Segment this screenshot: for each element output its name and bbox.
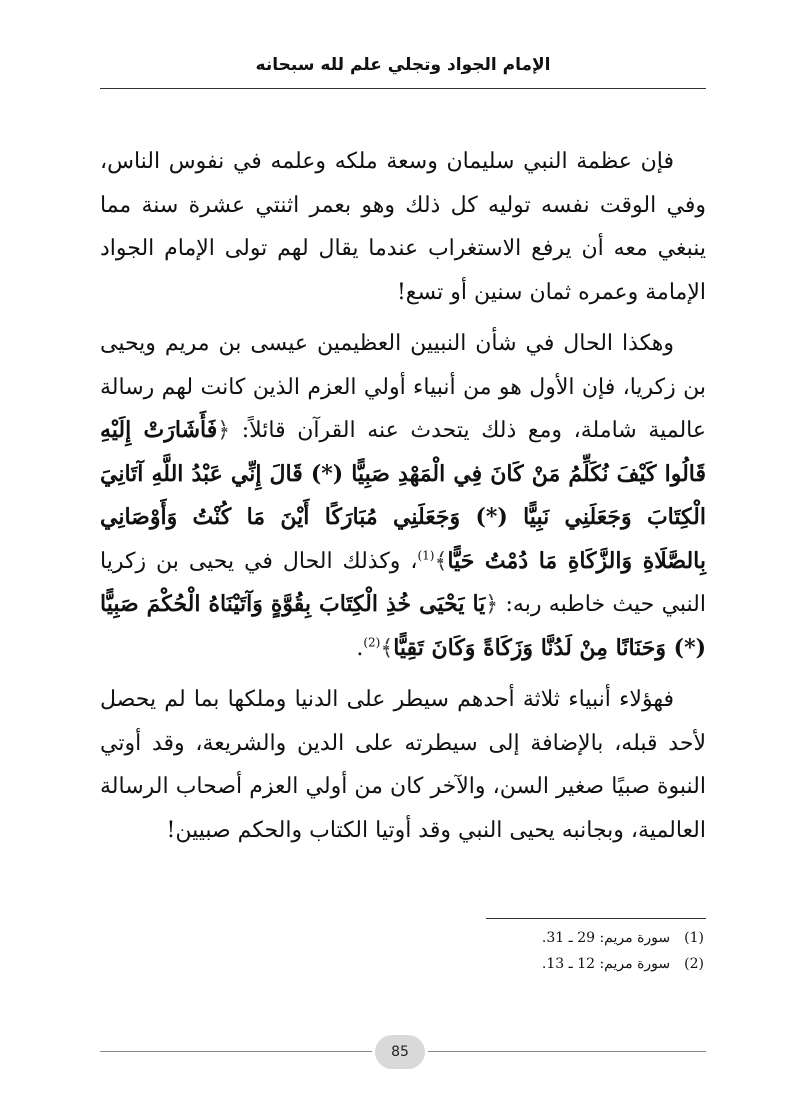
paragraph-1: فإن عظمة النبي سليمان وسعة ملكه وعلمه في نفوس الناس، وفي الوقت نفسه توليه كل ذلك وهو بعمر اثنتي عشرة سنة مما ينبغي معه أن يرفع الاستغراب عندما يقال لهم تولى الإمام الجواد الإمامة وعمره ثمان سنين أو تسع!	[100, 149, 706, 305]
verse-close-brace: ﴾	[380, 635, 394, 661]
footnote-number: (1)	[684, 930, 704, 946]
paragraph-2-middle: ، وكذلك الحال في يحيى بن زكريا النبي حيث خاطبه ربه:	[100, 548, 706, 617]
footnote-rule	[486, 918, 706, 919]
page-number: 85	[375, 1035, 425, 1069]
verse-open-brace: ﴿	[485, 592, 499, 617]
footer-rule-left	[100, 1051, 372, 1052]
footnote	[100, 951, 706, 977]
header-rule	[100, 88, 706, 89]
paragraph-3: فهؤلاء أنبياء ثلاثة أحدهم سيطر على الدنيا وملكها بما لم يحصل لأحد قبله، بالإضافة إلى سيطرته على الدين والشريعة، وقد أوتي النبوة صبيًا صغير السن، والآخر كان من أولي العزم أصحاب الرسالة العالمية، وبجانبه يحيى النبي وقد أوتيا الكتاب والحكم صبيين!	[100, 687, 706, 843]
footnote-number: (2)	[684, 956, 704, 972]
quran-verse-2: يَا يَحْيَى خُذِ الْكِتَابَ بِقُوَّةٍ وَآتَيْنَاهُ الْحُكْمَ صَبِيًّا (*) وَحَنَانًا مِنْ لَدُنَّا وَزَكَاةً وَكَانَ تَقِيًّا	[100, 591, 706, 661]
footnote	[100, 925, 706, 951]
verse-open-brace: ﴿	[217, 418, 231, 443]
quran-verse-1: فَأَشَارَتْ إِلَيْهِ قَالُوا كَيْفَ نُكَلِّمُ مَنْ كَانَ فِي الْمَهْدِ صَبِيًّا (*) قَالَ إِنِّي عَبْدُ اللَّهِ آتَانِيَ الْكِتَابَ وَجَعَلَنِي نَبِيًّا (*) وَجَعَلَنِي مُبَارَكًا أَيْنَ مَا كُنْتُ وَأَوْصَانِي بِالصَّلَاةِ وَالزَّكَاةِ مَا دُمْتُ حَيًّا	[100, 417, 707, 574]
body-text	[100, 140, 706, 852]
paragraph-2-end: .	[356, 635, 364, 661]
verse-close-brace: ﴾	[434, 548, 448, 574]
paragraph-2	[100, 322, 706, 670]
footer-rule-right	[428, 1051, 706, 1052]
paragraph-2-intro: وهكذا الحال في شأن النبيين العظيمين عيسى بن مريم ويحيى بن زكريا، فإن الأول هو من أنبياء أولي العزم الذين كانت لهم رسالة عالمية شاملة، ومع ذلك يتحدث عنه القرآن قائلاً:	[100, 331, 706, 443]
footnotes	[100, 925, 706, 977]
running-header: الإمام الجواد وتجلي علم لله سبحانه	[255, 55, 551, 75]
footnote-text: سورة مريم: 29 ـ 31.	[541, 930, 671, 946]
footnote-text: سورة مريم: 12 ـ 13.	[541, 956, 671, 972]
footnote-ref-1: (1)	[417, 548, 435, 563]
footnote-ref-2: (2)	[363, 635, 381, 650]
